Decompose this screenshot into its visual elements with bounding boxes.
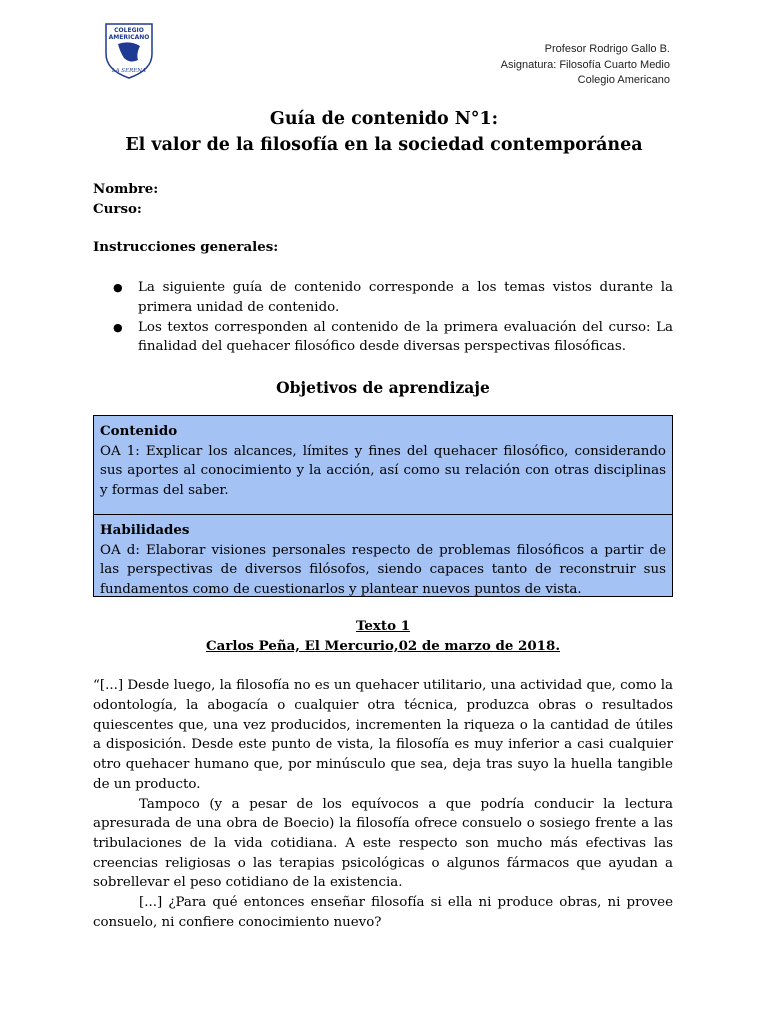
quote-paragraph-1: “[...] Desde luego, la filosofía no es un quehacer utilitario, una actividad que, como la odontología, la abogacía o cualquier otra técnica, produzca obras o resultados quiescentes que, una vez producidos, incrementen la riqueza o la cantidad de útiles a disposición. Desde este punto de vista, la filosofía es muy inferior a casi cualquier otro quehacer humano que, por minúsculo que sea, deja tras suyo la huella tangible de un producto. bbox=[93, 678, 673, 792]
bullet-icon: ● bbox=[113, 281, 123, 295]
quote-paragraph-3: [...] ¿Para qué entonces enseñar filosofía si ella ni produce obras, ni provee consuelo, ni confiere conocimiento nuevo? bbox=[93, 895, 673, 930]
school-logo bbox=[100, 20, 158, 80]
content-text: OA 1: Explicar los alcances, límites y fines del quehacer filosófico, considerando sus aportes al conocimiento y la acción, así como su relación con otras disciplinas y formas del saber. bbox=[100, 443, 666, 499]
logo-line-2: AMERICANO bbox=[108, 34, 150, 41]
text1-source: Carlos Peña, El Mercurio,02 de marzo de 2018. bbox=[206, 637, 560, 654]
list-item bbox=[93, 278, 673, 317]
professor-name: Profesor Rodrigo Gallo B. bbox=[544, 43, 670, 55]
instruction-text: La siguiente guía de contenido corresponde a los temas vistos durante la primera unidad de contenido. bbox=[138, 280, 673, 315]
objectives-skills-cell bbox=[94, 514, 672, 596]
document-body bbox=[93, 180, 673, 932]
logo-line-1: COLEGIO bbox=[114, 27, 144, 34]
course-field-label: Curso: bbox=[93, 200, 142, 217]
logo-line-3: LA SERENA bbox=[111, 68, 147, 74]
title-line-2: El valor de la filosofía en la sociedad contemporánea bbox=[125, 135, 643, 155]
objectives-table bbox=[93, 415, 673, 597]
instruction-text: Los textos corresponden al contenido de la primera evaluación del curso: La finalidad del quehacer filosófico desde diversas perspectivas filosóficas. bbox=[138, 319, 673, 355]
bullet-icon: ● bbox=[113, 320, 123, 334]
header-info bbox=[501, 42, 670, 89]
text1-heading-block bbox=[93, 617, 673, 656]
school-name: Colegio Americano bbox=[577, 74, 670, 86]
skills-title: Habilidades bbox=[100, 521, 190, 538]
title-line-1: Guía de contenido N°1: bbox=[269, 109, 499, 129]
instructions-list bbox=[93, 278, 673, 357]
instructions-title: Instrucciones generales: bbox=[93, 239, 279, 256]
quote-paragraph-2: Tampoco (y a pesar de los equívocos a que podría conducir la lectura apresurada de una obra de Boecio) la filosofía ofrece consuelo o sosiego frente a las tribulaciones de la vida cotidiana. A este respecto son mucho más efectivas las creencias religiosas o las terapias psicológicas o algunos fármacos que ayudan a sobrellevar el peso cotidiano de la existencia. bbox=[93, 796, 673, 891]
text1-quote bbox=[93, 676, 673, 932]
subject-name: Asignatura: Filosofía Cuarto Medio bbox=[500, 58, 670, 71]
skills-text: OA d: Elaborar visiones personales respecto de problemas filosóficos a partir de las perspectivas de diversos filósofos, siendo capaces tanto de reconstruir sus fundamentos como de cuestionarlos y plantear nuevos puntos de vista. bbox=[100, 542, 666, 598]
text1-heading: Texto 1 bbox=[355, 617, 411, 634]
name-field-label: Nombre: bbox=[93, 181, 159, 197]
content-title: Contenido bbox=[100, 422, 178, 439]
objectives-content-cell bbox=[94, 416, 672, 514]
objectives-title: Objetivos de aprendizaje bbox=[276, 377, 490, 397]
list-item bbox=[93, 318, 673, 357]
document-title bbox=[0, 106, 768, 158]
